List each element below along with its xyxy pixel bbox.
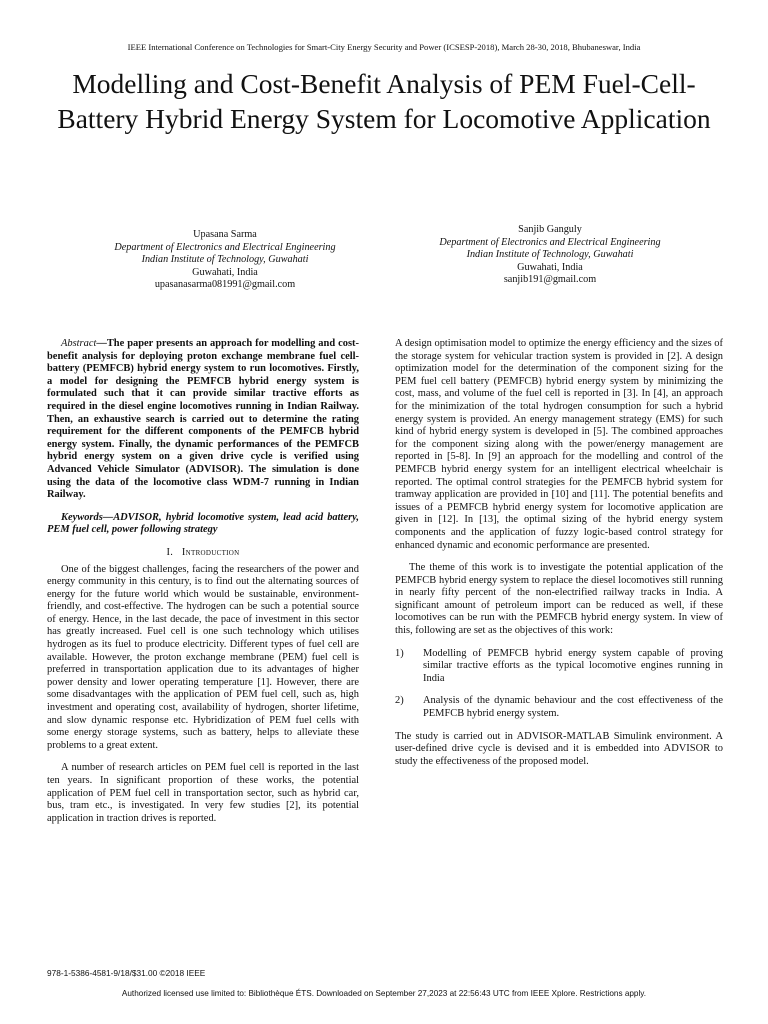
objective-text: Modelling of PEMFCB hybrid energy system capable of proving similar tractive efforts as the typical locomotive engines running in India [423,647,723,684]
objective-text: Analysis of the dynamic behaviour and the cost effectiveness of the PEMFCB hybrid energy system. [423,695,723,720]
author-location: Guwahati, India [192,266,258,278]
right-column [395,338,723,778]
footer-isbn: 978-1-5386-4581-9/18/$31.00 ©2018 IEEE [47,968,206,978]
author-name: Sanjib Ganguly [518,224,582,235]
author-institute: Indian Institute of Technology, Guwahati [466,249,634,261]
section-number: I. [166,546,174,558]
objective-number: 1) [395,647,404,659]
keywords [47,512,359,537]
author-block-1 [60,229,390,292]
objective-item [395,695,723,720]
objectives-list [395,648,723,721]
conference-header: IEEE International Conference on Technologies for Smart-City Energy Security and Power (ICSESP-2018), March 28-30, 2018, Bhubaneswar, India [127,42,641,52]
closing-paragraph: The study is carried out in ADVISOR-MATLAB Simulink environment. A user-defined drive cycle is devised and it is embedded into ADVISOR to study the effectiveness of the proposed model. [395,730,723,767]
author-email: upasanasarma081991@gmail.com [154,279,296,291]
author-department: Department of Electronics and Electrical Engineering [439,236,661,248]
author-block-2 [385,224,715,287]
license-notice: Authorized licensed use limited to: Bibliothèque ÉTS. Downloaded on September 27,2023 at 22:56:43 UTC from IEEE Xplore. Restrictions apply. [121,989,647,998]
section-title: Introduction [181,546,240,558]
intro-paragraph-1: One of the biggest challenges, facing the researchers of the power and energy community in this century, is to find out the alternating sources of energy for the future world which would be sustainable, environment-friendly, and cost-effective. The hydrogen can be such a potential source of energy. Hence, in the last decade, the pace of investment in this sector has greatly increased. Fuel cell is one such technology which utilises hydrogen as its fuel to produce electricity. Different types of fuel cell are available. However, the proton exchange membrane (PEM) fuel cell is preferred in transportation application due to its advantages of higher power density and lower operating temperature [1]. However, there are some disadvantages with the application of PEM fuel cell, such as, high investment and operating cost, availability of hydrogen, shorter lifetime, and slow dynamic response etc. Hybridization of PEM fuel cells with some energy storage systems, such as battery, helps to alleviate these problems to a great extent. [47,563,359,751]
keywords-lead: Keywords [61,511,103,523]
author-name: Upasana Sarma [193,229,257,240]
intro-paragraph-4: The theme of this work is to investigate the potential application of the PEMFCB hybrid energy system to replace the diesel locomotives still running in nearly fifty percent of the non-electrified railway tracks in India. A significant amount of petroleum import can be reduced as well, if these locomotives can be run with the PEMFCB hybrid energy system. In view of this, following are set as the objectives of this work: [395,562,723,637]
left-column [47,338,359,835]
keywords-text: —ADVISOR, hybrid locomotive system, lead acid battery, PEM fuel cell, power following strategy [47,511,359,536]
objective-number: 2) [395,695,404,707]
intro-paragraph-2: A number of research articles on PEM fuel cell is reported in the last ten years. In significant proportion of these works, the potential application of PEM fuel cell in transportation sector, such as hybrid car, bus, tram etc., is investigated. In very few studies [2], its potential application in traction drives is reported. [47,762,359,824]
paper-title: Modelling and Cost-Benefit Analysis of PEM Fuel-Cell-Battery Hybrid Energy System for Locomotive Application [57,68,711,134]
author-email: sanjib191@gmail.com [503,274,597,286]
objective-item [395,648,723,686]
section-heading-introduction [47,547,359,560]
author-department: Department of Electronics and Electrical Engineering [114,241,336,253]
abstract [47,338,359,502]
author-location: Guwahati, India [517,261,583,273]
abstract-lead: Abstract [61,338,97,349]
intro-paragraph-3: A design optimisation model to optimize the energy efficiency and the sizes of the storage system for vehicular traction system is provided in [2]. A design optimization model for the determination of the component sizing for the PEM fuel cell battery (PEMFCB) hybrid energy system by minimizing the cost, mass, and volume of the fuel cell is reported in [3]. In [4], an approach for the minimization of the total hydrogen consumption for such a hybrid energy system is provided. An energy management strategy (EMS) for such kind of hybrid energy system is developed in [5]. The combined approaches for the component sizing along with the power/energy management are reported in [5-8]. In [9] an approach for the modelling and control of the PEMFCB hybrid energy system for an intelligent electrical wheelchair is reported. The optimal control strategies for the PEMFCB hybrid system for tramway application are provided in [10] and [11]. The potential benefits and issues of a PEMFCB hybrid energy system for locomotive application are given in [12]. In [13], the optimal sizing of the hybrid energy system components and the application of fuzzy logic-based control strategy for enhanced dynamic and economic performance are presented. [395,338,723,551]
abstract-text: —The paper presents an approach for modelling and cost-benefit analysis for deploying proton exchange membrane fuel cell-battery (PEMFCB) hybrid energy system to run locomotives. Firstly, a model for designing the PEMFCB hybrid energy system is formulated such that it can provide similar tractive efforts as required in the diesel engine locomotives running in Indian Railway. Then, an exhaustive search is carried out to determine the rating requirement for the different components of the PEMFCB hybrid energy system. Finally, the dynamic performances of the PEMFCB hybrid energy system on a given drive cycle is verified using Advanced Vehicle Simulator (ADVISOR). The simulation is done using the data of the locomotive class WDM-7 running in Indian Railway. [47,338,359,501]
author-institute: Indian Institute of Technology, Guwahati [141,254,309,266]
